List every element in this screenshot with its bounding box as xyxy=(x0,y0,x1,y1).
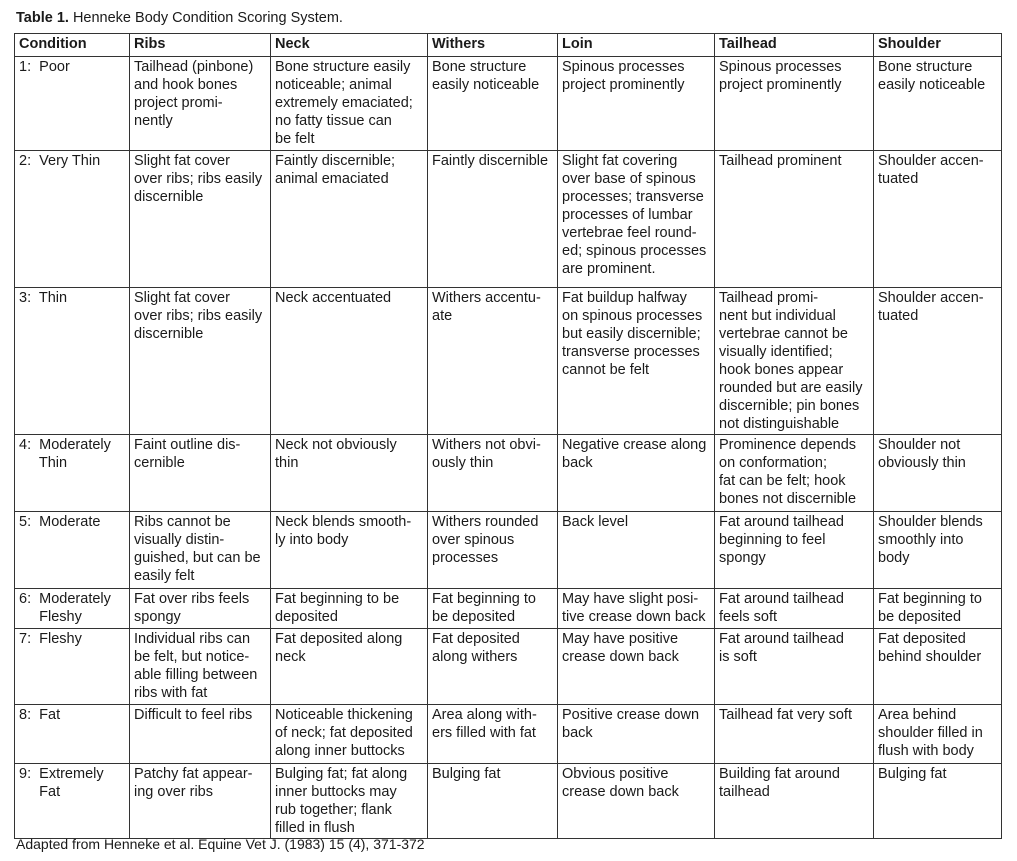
cell-ribs: Slight fat cover over ribs; ribs easily discernible xyxy=(130,288,271,435)
table-caption-title: Henneke Body Condition Scoring System. xyxy=(68,10,343,26)
cell-loin: Back level xyxy=(558,512,715,589)
cell-tailhead: Tailhead fat very soft xyxy=(715,705,874,764)
column-header-tailhead: Tailhead xyxy=(715,34,874,57)
column-header-condition: Condition xyxy=(15,34,130,57)
cell-shoulder: Area behind shoulder filled in flush with body xyxy=(874,705,1002,764)
cell-shoulder: Bulging fat xyxy=(874,764,1002,839)
column-header-ribs: Ribs xyxy=(130,34,271,57)
cell-withers: Faintly discernible xyxy=(428,151,558,288)
cell-shoulder: Shoulder blends smoothly into body xyxy=(874,512,1002,589)
cell-neck: Fat deposited along neck xyxy=(271,629,428,705)
cell-withers: Bulging fat xyxy=(428,764,558,839)
cell-shoulder: Shoulder accen- tuated xyxy=(874,288,1002,435)
table-row xyxy=(15,435,1002,512)
table-body xyxy=(15,57,1002,839)
cell-loin: May have positive crease down back xyxy=(558,629,715,705)
cell-neck: Bulging fat; fat along inner buttocks may rub together; flank filled in flush xyxy=(271,764,428,839)
cell-condition: 8: Fat xyxy=(15,705,130,764)
cell-shoulder: Fat beginning to be deposited xyxy=(874,589,1002,629)
cell-condition: 3: Thin xyxy=(15,288,130,435)
table-row xyxy=(15,57,1002,151)
cell-ribs: Patchy fat appear- ing over ribs xyxy=(130,764,271,839)
cell-tailhead: Spinous processes project prominently xyxy=(715,57,874,151)
cell-tailhead: Fat around tailhead is soft xyxy=(715,629,874,705)
table-header-row xyxy=(15,34,1002,57)
table-row xyxy=(15,512,1002,589)
column-header-neck: Neck xyxy=(271,34,428,57)
cell-shoulder: Fat deposited behind shoulder xyxy=(874,629,1002,705)
cell-tailhead: Tailhead prominent xyxy=(715,151,874,288)
table-row xyxy=(15,288,1002,435)
cell-shoulder: Shoulder not obviously thin xyxy=(874,435,1002,512)
cell-loin: Fat buildup halfway on spinous processes but easily discernible; transverse processes cannot be felt xyxy=(558,288,715,435)
cell-loin: Spinous processes project prominently xyxy=(558,57,715,151)
table-caption-label: Table 1. xyxy=(16,10,69,26)
table-container xyxy=(14,33,1002,839)
cell-condition: 9: Extremely Fat xyxy=(15,764,130,839)
cell-condition: 7: Fleshy xyxy=(15,629,130,705)
cell-shoulder: Bone structure easily noticeable xyxy=(874,57,1002,151)
table-header xyxy=(15,34,1002,57)
cell-tailhead: Fat around tailhead beginning to feel spongy xyxy=(715,512,874,589)
cell-withers: Fat deposited along withers xyxy=(428,629,558,705)
cell-neck: Neck blends smooth- ly into body xyxy=(271,512,428,589)
cell-withers: Area along with- ers filled with fat xyxy=(428,705,558,764)
cell-loin: Slight fat covering over base of spinous processes; transverse processes of lumbar vertebrae feel round- ed; spinous processes are prominent. xyxy=(558,151,715,288)
table-row xyxy=(15,629,1002,705)
cell-condition: 6: Moderately Fleshy xyxy=(15,589,130,629)
cell-tailhead: Tailhead promi- nent but individual vertebrae cannot be visually identified; hook bones appear rounded but are easily discernible; pin bones not distinguishable xyxy=(715,288,874,435)
cell-loin: May have slight posi- tive crease down back xyxy=(558,589,715,629)
cell-neck: Neck not obviously thin xyxy=(271,435,428,512)
column-header-loin: Loin xyxy=(558,34,715,57)
cell-neck: Faintly discernible; animal emaciated xyxy=(271,151,428,288)
cell-ribs: Faint outline dis- cernible xyxy=(130,435,271,512)
cell-ribs: Difficult to feel ribs xyxy=(130,705,271,764)
body-condition-table xyxy=(14,33,1002,839)
cell-ribs: Individual ribs can be felt, but notice- able filling between ribs with fat xyxy=(130,629,271,705)
cell-tailhead: Prominence depends on conformation; fat can be felt; hook bones not discernible xyxy=(715,435,874,512)
cell-neck: Noticeable thickening of neck; fat deposited along inner buttocks xyxy=(271,705,428,764)
cell-condition: 4: Moderately Thin xyxy=(15,435,130,512)
cell-neck: Fat beginning to be deposited xyxy=(271,589,428,629)
cell-loin: Negative crease along back xyxy=(558,435,715,512)
table-row xyxy=(15,589,1002,629)
cell-withers: Fat beginning to be deposited xyxy=(428,589,558,629)
cell-loin: Obvious positive crease down back xyxy=(558,764,715,839)
cell-condition: 1: Poor xyxy=(15,57,130,151)
column-header-shoulder: Shoulder xyxy=(874,34,1002,57)
source-note: Adapted from Henneke et al. Equine Vet J. (1983) 15 (4), 371-372 xyxy=(16,836,425,852)
cell-withers: Withers rounded over spinous processes xyxy=(428,512,558,589)
cell-neck: Bone structure easily noticeable; animal extremely emaciated; no fatty tissue can be felt xyxy=(271,57,428,151)
cell-ribs: Slight fat cover over ribs; ribs easily discernible xyxy=(130,151,271,288)
column-header-withers: Withers xyxy=(428,34,558,57)
cell-neck: Neck accentuated xyxy=(271,288,428,435)
table-caption xyxy=(16,9,343,27)
table-row xyxy=(15,151,1002,288)
cell-withers: Bone structure easily noticeable xyxy=(428,57,558,151)
cell-withers: Withers not obvi- ously thin xyxy=(428,435,558,512)
table-row xyxy=(15,764,1002,839)
table-row xyxy=(15,705,1002,764)
cell-withers: Withers accentu- ate xyxy=(428,288,558,435)
cell-condition: 5: Moderate xyxy=(15,512,130,589)
cell-condition: 2: Very Thin xyxy=(15,151,130,288)
cell-loin: Positive crease down back xyxy=(558,705,715,764)
cell-ribs: Tailhead (pinbone) and hook bones project promi- nently xyxy=(130,57,271,151)
cell-ribs: Fat over ribs feels spongy xyxy=(130,589,271,629)
cell-ribs: Ribs cannot be visually distin- guished, but can be easily felt xyxy=(130,512,271,589)
cell-tailhead: Building fat around tailhead xyxy=(715,764,874,839)
cell-tailhead: Fat around tailhead feels soft xyxy=(715,589,874,629)
cell-shoulder: Shoulder accen- tuated xyxy=(874,151,1002,288)
